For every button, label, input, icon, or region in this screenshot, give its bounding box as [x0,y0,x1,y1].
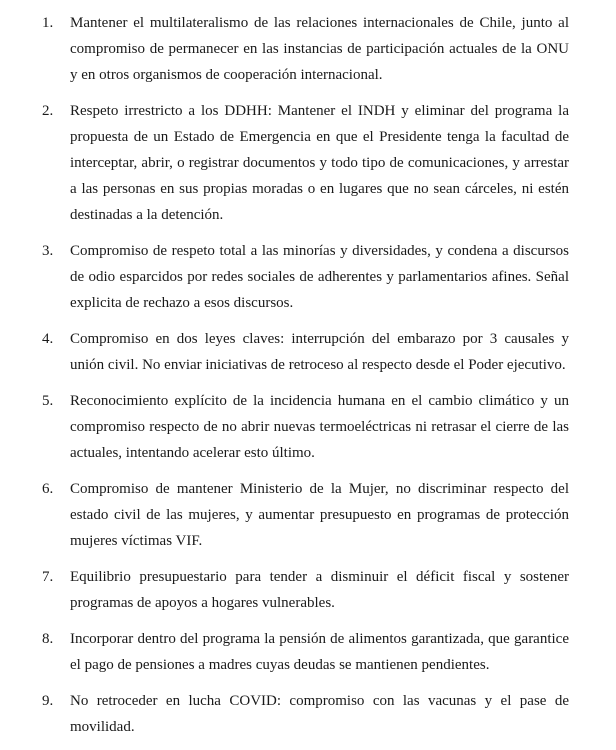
list-item-text: Equilibrio presupuestario para tender a disminuir el déficit fiscal y sostener programas de apoyos a hogares vulnerables. [70,569,569,611]
list-item [0,626,616,678]
list-item-number: 5. [42,393,54,409]
list-item [0,238,616,316]
list-item-text: Mantener el multilateralismo de las relaciones internacionales de Chile, junto al compromiso de permanecer en las instancias de participación actuales de la ONU y en otros organismos de cooperación internacional. [70,15,569,83]
list-item [0,564,616,616]
list-item-text: Compromiso en dos leyes claves: interrupción del embarazo por 3 causales y unión civil. No enviar iniciativas de retroceso al respecto desde el Poder ejecutivo. [70,331,569,373]
list-item [0,476,616,554]
list-item [0,10,616,88]
list-item-number: 9. [42,693,54,709]
list-item-number: 2. [42,103,54,119]
list-item-number: 6. [42,481,54,497]
list-item-text: No retroceder en lucha COVID: compromiso con las vacunas y el pase de movilidad. [70,693,569,735]
list-item-number: 3. [42,243,54,259]
list-item-text: Compromiso de respeto total a las minorías y diversidades, y condena a discursos de odio esparcidos por redes sociales de adherentes y parlamentarios afines. Señal explicita de rechazo a esos discursos. [70,243,569,311]
list-item [0,688,616,740]
list-item-number: 4. [42,331,54,347]
list-item-number: 7. [42,569,54,585]
list-item-number: 1. [42,15,54,31]
list-item-number: 8. [42,631,54,647]
list-item [0,326,616,378]
list-item [0,98,616,228]
list-item-text: Compromiso de mantener Ministerio de la Mujer, no discriminar respecto del estado civil de las mujeres, y aumentar presupuesto en programas de protección mujeres víctimas VIF. [70,481,569,549]
list-item-text: Incorporar dentro del programa la pensión de alimentos garantizada, que garantice el pago de pensiones a madres cuyas deudas se mantienen pendientes. [70,631,569,673]
list-item-text: Reconocimiento explícito de la incidencia humana en el cambio climático y un compromiso respecto de no abrir nuevas termoeléctricas ni retrasar el cierre de las actuales, intentando acelerar esto último. [70,393,569,461]
list-item [0,388,616,466]
numbered-list [0,10,616,750]
list-item-text: Respeto irrestricto a los DDHH: Mantener el INDH y eliminar del programa la propuesta de un Estado de Emergencia en que el Presidente tenga la facultad de interceptar, abrir, o registrar documentos y todo tipo de comunicaciones, y arrestar a las personas en sus propias moradas o en lugares que no sean cárceles, ni estén destinadas a la detención. [70,103,569,223]
